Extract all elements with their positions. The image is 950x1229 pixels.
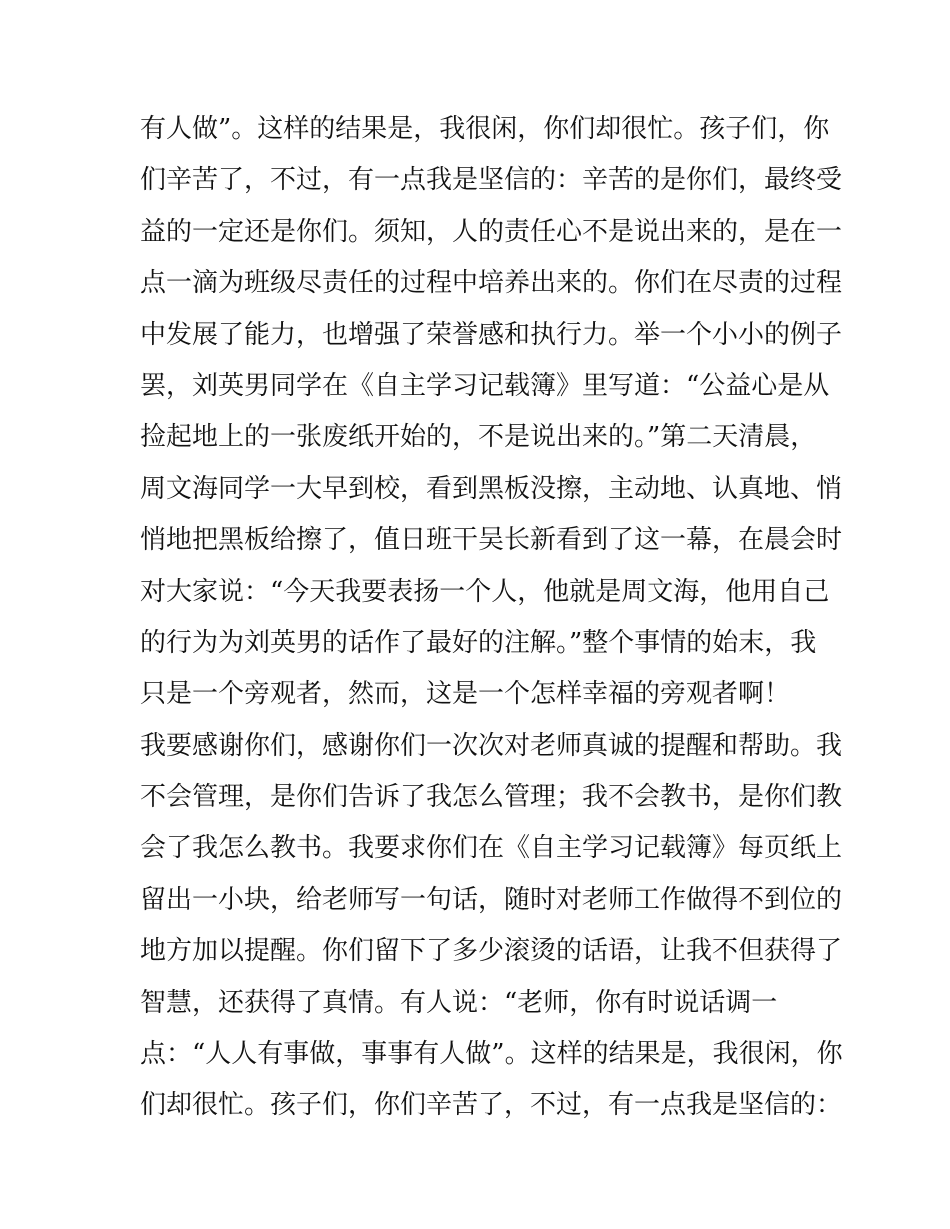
text-line: 益的一定还是你们。须知，人的责任心不是说出来的，是在一 bbox=[140, 216, 843, 247]
text-line: 罢，刘英男同学在《自主学习记载簿》里写道：“公益心是从 bbox=[140, 370, 830, 401]
text-line: 智慧，还获得了真情。有人说：“老师，你有时说话调一 bbox=[140, 987, 778, 1018]
text-line: 捡起地上的一张废纸开始的，不是说出来的。”第二天清晨， bbox=[140, 422, 817, 453]
body-text bbox=[140, 104, 843, 1132]
text-line: 周文海同学一大早到校，看到黑板没擦，主动地、认真地、悄 bbox=[140, 473, 843, 504]
text-line: 会了我怎么教书。我要求你们在《自主学习记载簿》每页纸上 bbox=[140, 833, 843, 864]
text-line: 留出一小块，给老师写一句话，随时对老师工作做得不到位的 bbox=[140, 884, 843, 915]
text-line: 中发展了能力，也增强了荣誉感和执行力。举一个小小的例子 bbox=[140, 319, 843, 350]
text-line: 点：“人人有事做，事事有人做”。这样的结果是，我很闲，你 bbox=[140, 1039, 843, 1070]
text-line: 悄地把黑板给擦了，值日班干吴长新看到了这一幕，在晨会时 bbox=[140, 525, 843, 556]
text-line: 有人做”。这样的结果是，我很闲，你们却很忙。孩子们，你 bbox=[140, 114, 830, 144]
text-line: 的行为为刘英男的话作了最好的注解。”整个事情的始末，我 bbox=[140, 627, 817, 658]
text-line: 们却很忙。孩子们，你们辛苦了，不过，有一点我是坚信的： bbox=[140, 1090, 843, 1121]
text-line: 对大家说：“今天我要表扬一个人，他就是周文海，他用自己 bbox=[140, 576, 830, 607]
text-line: 不会管理，是你们告诉了我怎么管理；我不会教书，是你们教 bbox=[140, 782, 843, 813]
text-line: 我要感谢你们，感谢你们一次次对老师真诚的提醒和帮助。我 bbox=[140, 730, 843, 761]
text-line: 只是一个旁观者，然而，这是一个怎样幸福的旁观者啊！ bbox=[140, 679, 791, 710]
text-line: 们辛苦了，不过，有一点我是坚信的：辛苦的是你们，最终受 bbox=[140, 165, 843, 196]
text-line: 点一滴为班级尽责任的过程中培养出来的。你们在尽责的过程 bbox=[140, 268, 843, 299]
text-line: 地方加以提醒。你们留下了多少滚烫的话语，让我不但获得了 bbox=[140, 936, 843, 967]
